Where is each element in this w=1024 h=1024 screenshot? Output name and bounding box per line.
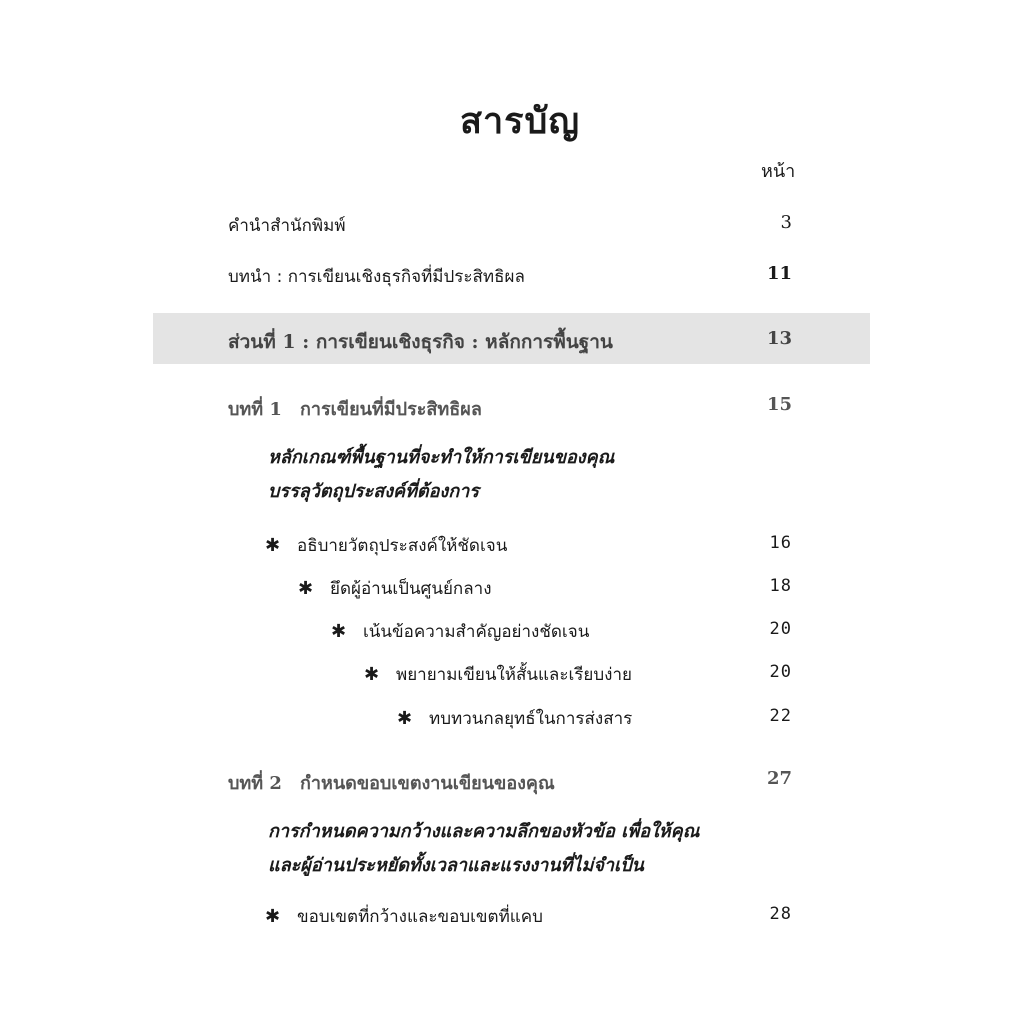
- toc-entry-preface[interactable]: คำนำสำนักพิมพ์: [228, 216, 346, 236]
- toc-item-page: 20: [769, 619, 792, 639]
- toc-item[interactable]: [397, 705, 632, 732]
- page-title: สารบัญ: [459, 101, 581, 142]
- toc-item[interactable]: [298, 575, 492, 602]
- chapter-number: บทที่ 2: [228, 773, 282, 794]
- asterisk-bullet-icon: ✱: [364, 664, 380, 685]
- toc-entry-chapter-1[interactable]: [228, 394, 482, 423]
- chapter-title: การเขียนที่มีประสิทธิผล: [299, 399, 482, 420]
- asterisk-bullet-icon: ✱: [298, 578, 314, 599]
- chapter-title: กำหนดขอบเขตงานเขียนของคุณ: [299, 773, 555, 794]
- asterisk-bullet-icon: ✱: [331, 621, 347, 642]
- page-column-header: หน้า: [761, 161, 796, 182]
- toc-item-page: 20: [769, 662, 792, 682]
- toc-page-chapter-2: 27: [766, 768, 792, 789]
- description-line: หลักเกณฑ์พื้นฐานที่จะทำให้การเขียนของคุณ: [268, 447, 615, 468]
- toc-entry-introduction[interactable]: บทนำ : การเขียนเชิงธุรกิจที่มีประสิทธิผล: [228, 267, 525, 287]
- toc-item-page: 16: [769, 533, 792, 553]
- toc-item-label: พยายามเขียนให้สั้นและเรียบง่าย: [396, 665, 632, 685]
- toc-item[interactable]: [364, 661, 632, 688]
- toc-entry-chapter-2[interactable]: [228, 768, 555, 797]
- toc-item-label: ทบทวนกลยุทธ์ในการส่งสาร: [429, 709, 633, 729]
- chapter-2-description: [268, 815, 699, 883]
- toc-item-label: ยึดผู้อ่านเป็นศูนย์กลาง: [330, 579, 492, 599]
- asterisk-bullet-icon: ✱: [265, 535, 281, 556]
- toc-item[interactable]: [265, 903, 543, 930]
- toc-item-label: เน้นข้อความสำคัญอย่างชัดเจน: [363, 622, 590, 642]
- description-line: และผู้อ่านประหยัดทั้งเวลาและแรงงานที่ไม่จำเป็น: [268, 855, 644, 876]
- description-line: บรรลุวัตถุประสงค์ที่ต้องการ: [268, 481, 479, 502]
- toc-item-label: ขอบเขตที่กว้างและขอบเขตที่แคบ: [297, 907, 543, 927]
- description-line: การกำหนดความกว้างและความลึกของหัวข้อ เพื่อให้คุณ: [268, 821, 700, 842]
- asterisk-bullet-icon: ✱: [265, 906, 281, 927]
- toc-item-label: อธิบายวัตถุประสงค์ให้ชัดเจน: [297, 536, 508, 556]
- toc-entry-part-1[interactable]: ส่วนที่ 1 : การเขียนเชิงธุรกิจ : หลักการพื้นฐาน: [228, 331, 613, 353]
- toc-item-page: 18: [769, 576, 792, 596]
- toc-item-page: 22: [769, 706, 792, 726]
- toc-item[interactable]: [265, 532, 507, 559]
- asterisk-bullet-icon: ✱: [397, 708, 413, 729]
- toc-page-chapter-1: 15: [766, 394, 792, 415]
- chapter-number: บทที่ 1: [228, 399, 282, 420]
- toc-page-preface: 3: [780, 212, 792, 233]
- toc-item-page: 28: [769, 904, 792, 924]
- toc-item[interactable]: [331, 618, 589, 645]
- toc-page-part-1: 13: [766, 328, 792, 349]
- toc-page-introduction: 11: [766, 263, 792, 284]
- chapter-1-description: [268, 441, 614, 509]
